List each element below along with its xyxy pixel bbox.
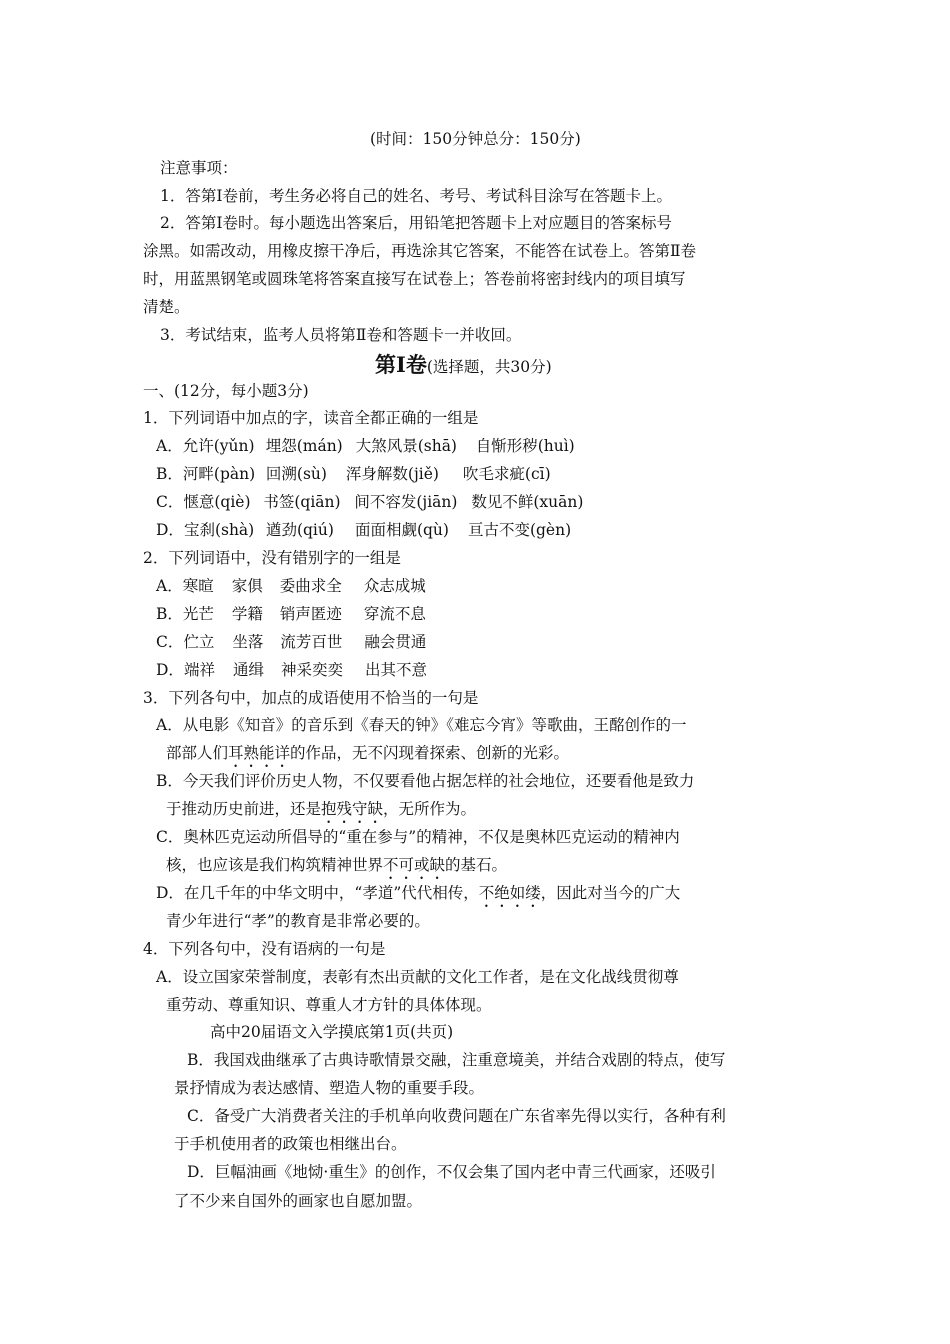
- q3-option-c-line-1: C．奥林匹克运动所倡导的“重在参与”的精神，不仅是奥林匹克运动的精神内: [156, 828, 680, 846]
- q2-stem: 2．下列词语中，没有错别字的一组是: [143, 549, 401, 567]
- word: 神采奕奕: [280, 661, 343, 679]
- word: 学籍: [231, 605, 263, 623]
- option-label: D．: [156, 521, 184, 539]
- word: 融会贯通: [364, 633, 427, 651]
- word: 面面相觑(qù): [354, 521, 449, 539]
- q4-option-b-line-1: B．我国戏曲继承了古典诗歌情景交融，注重意境美，并结合戏剧的特点，使写: [187, 1051, 726, 1069]
- q1-stem: 1．下列词语中加点的字，读音全都正确的一组是: [143, 409, 479, 427]
- note-2-line-4: 清楚。: [143, 298, 190, 316]
- word: 穿流不息: [363, 605, 426, 623]
- note-2-line-3: 时，用蓝黑钢笔或圆珠笔将答案直接写在试卷上；答卷前将密封线内的项目填写: [143, 270, 686, 288]
- word: 伫立: [183, 633, 215, 651]
- word: 销声匿迹: [279, 605, 342, 623]
- word: 寒暄: [182, 577, 214, 595]
- word: 端祥: [183, 661, 215, 679]
- word: 委曲求全: [279, 577, 342, 595]
- q1-option-b: [156, 464, 551, 484]
- q3-option-a-line-1: A．从电影《知音》的音乐到《春天的钟》《难忘今宵》等歌曲，王酩创作的一: [156, 716, 687, 734]
- word: 坐落: [232, 633, 264, 651]
- word: 允许(yǔn): [182, 437, 255, 455]
- q3-option-b-line-1: B．今天我们评价历史人物，不仅要看他占据怎样的社会地位，还要看他是致力: [156, 772, 695, 790]
- note-3: 3．考试结束，监考人员将第Ⅱ卷和答题卡一并收回。: [160, 326, 522, 344]
- word: 众志成城: [363, 577, 426, 595]
- q4-option-a-line-1: A．设立国家荣誉制度，表彰有杰出贡献的文化工作者，是在文化战线贯彻尊: [156, 968, 679, 986]
- word: 家俱: [231, 577, 263, 595]
- q1-option-d: [156, 520, 571, 540]
- word: 数见不鲜(xuān): [471, 493, 584, 511]
- word: 书签(qiān): [263, 493, 341, 511]
- part-1-title: 一、(12分，每小题3分): [143, 382, 309, 400]
- word: 遒劲(qiú): [265, 521, 334, 539]
- q4-option-a-line-2: 重劳动、尊重知识、尊重人才方针的具体体现。: [166, 996, 492, 1014]
- section-subtitle: (选择题，共30分): [426, 358, 552, 376]
- q4-option-d-line-1: D．巨幅油画《地恸·重生》的创作，不仅会集了国内老中青三代画家，还吸引: [187, 1163, 716, 1181]
- text: 核，也应该是我们构筑精神世界: [166, 856, 384, 874]
- word: 吹毛求疵(cī): [462, 465, 551, 483]
- q3-option-d-line-1: [156, 883, 680, 911]
- q3-option-b-line-2: [166, 799, 476, 827]
- notes-title: 注意事项：: [160, 159, 238, 177]
- word: 浑身解数(jiě): [345, 465, 439, 483]
- q2-option-d: [156, 660, 427, 680]
- section-heading: [375, 352, 552, 380]
- q1-option-c: [156, 492, 583, 512]
- q4-option-c-line-2: 于手机使用者的政策也相继出台。: [174, 1135, 407, 1153]
- word: 光芒: [182, 605, 214, 623]
- word: 宝刹(shà): [183, 521, 255, 539]
- q3-stem: 3．下列各句中，加点的成语使用不恰当的一句是: [143, 689, 479, 707]
- q4-option-b-line-2: 景抒情成为表达感情、塑造人物的重要手段。: [174, 1079, 485, 1097]
- word: 河畔(pàn): [182, 465, 256, 483]
- word: 亘古不变(gèn): [467, 521, 572, 539]
- q1-option-a: [156, 436, 575, 456]
- word: 出其不意: [364, 661, 427, 679]
- text: 部部人们: [166, 744, 229, 762]
- q2-option-c: [156, 632, 426, 652]
- dotted-idiom: 耳熟能详: [228, 744, 291, 762]
- option-label: C．: [156, 633, 184, 651]
- word: 埋怨(mán): [265, 437, 343, 455]
- q3-option-a-line-2: [166, 743, 569, 771]
- q2-option-b: [156, 604, 426, 624]
- section-title: 第Ⅰ卷: [375, 352, 427, 377]
- page-footer: 高中20届语文入学摸底第1页(共页): [210, 1023, 454, 1041]
- option-label: B．: [156, 605, 183, 623]
- option-label: C．: [156, 493, 184, 511]
- word: 自惭形秽(huì): [475, 437, 575, 455]
- note-1: 1．答第Ⅰ卷前，考生务必将自己的姓名、考号、考试科目涂写在答题卡上。: [160, 187, 672, 205]
- dotted-idiom: 不可或缺: [383, 856, 446, 874]
- text: ，无所作为。: [383, 800, 477, 818]
- option-label: A．: [156, 577, 183, 595]
- q4-option-c-line-1: C．备受广大消费者关注的手机单向收费问题在广东省率先得以实行，各种有利: [187, 1107, 726, 1125]
- dotted-idiom: 不绝如缕: [478, 884, 541, 902]
- q3-option-c-line-2: [166, 855, 507, 883]
- word: 大煞风景(shā): [355, 437, 457, 455]
- option-label: D．: [156, 661, 184, 679]
- word: 回溯(sù): [265, 465, 327, 483]
- q4-option-d-line-2: 了不少来自国外的画家也自愿加盟。: [174, 1192, 423, 1210]
- dotted-idiom: 抱残守缺: [321, 800, 384, 818]
- word: 惬意(qiè): [183, 493, 251, 511]
- option-label: B．: [156, 465, 183, 483]
- text: 于推动历史前进，还是: [166, 800, 322, 818]
- note-2-line-1: 2．答第Ⅰ卷时。每小题选出答案后，用铅笔把答题卡上对应题目的答案标号: [160, 214, 672, 232]
- q4-stem: 4．下列各句中，没有语病的一句是: [143, 940, 386, 958]
- word: 间不容发(jiān): [354, 493, 458, 511]
- word: 通缉: [232, 661, 264, 679]
- word: 流芳百世: [280, 633, 343, 651]
- note-2-line-2: 涂黑。如需改动，用橡皮擦干净后，再选涂其它答案，不能答在试卷上。答第Ⅱ卷: [143, 242, 697, 260]
- option-label: A．: [156, 437, 183, 455]
- time-score: (时间：150分钟总分：150分): [370, 130, 581, 148]
- text: D．在几千年的中华文明中，“孝道”代代相传，: [156, 884, 479, 902]
- text: 的基石。: [445, 856, 508, 874]
- q3-option-d-line-2: 青少年进行“孝”的教育是非常必要的。: [166, 912, 430, 930]
- text: ，因此对当今的广大: [540, 884, 681, 902]
- text: 的作品，无不闪现着探索、创新的光彩。: [290, 744, 570, 762]
- q2-option-a: [156, 576, 426, 596]
